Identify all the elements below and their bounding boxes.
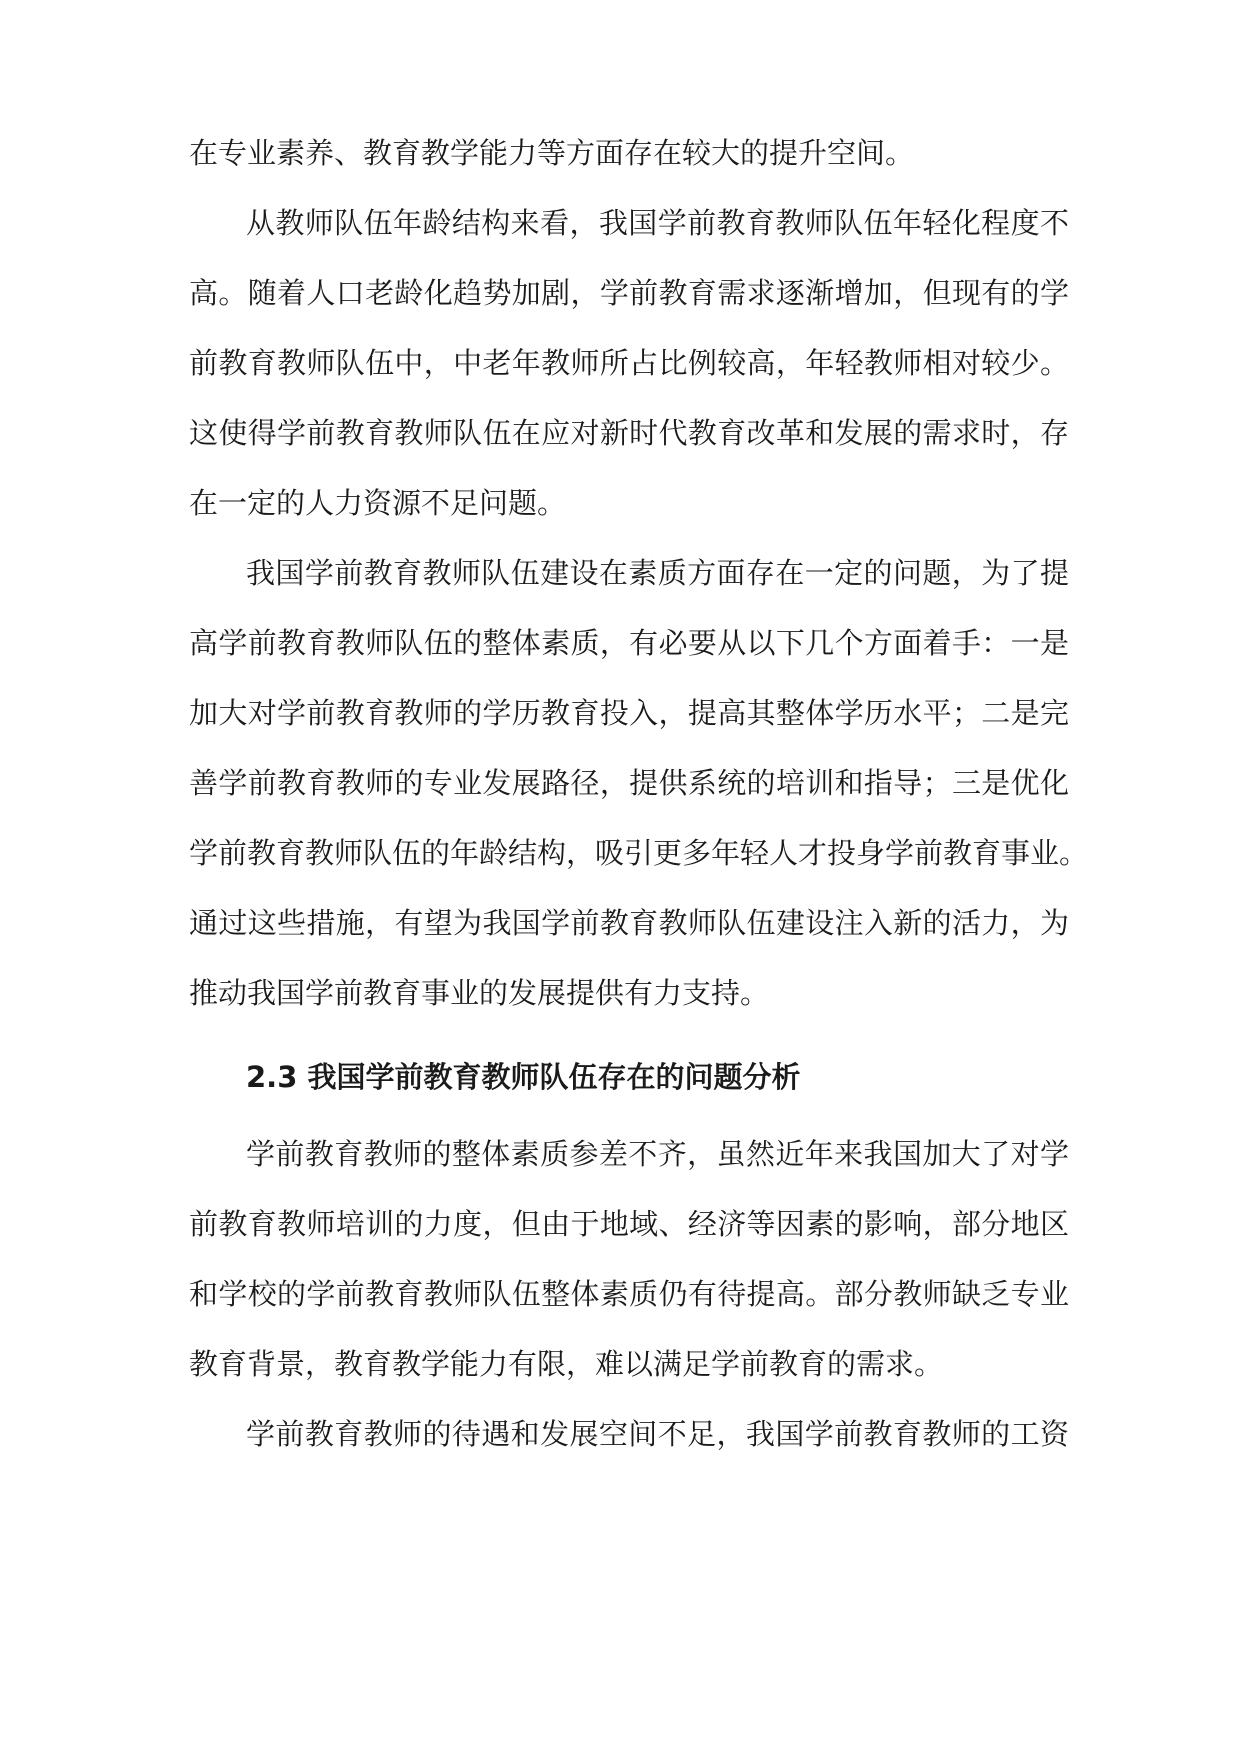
text-line: 善学前教育教师的专业发展路径，提供系统的培训和指导；三是优化 [189, 766, 1069, 800]
text-line: 在专业素养、教育教学能力等方面存在较大的提升空间。 [189, 136, 915, 170]
text-line: 我国学前教育教师队伍建设在素质方面存在一定的问题，为了提 [246, 556, 1069, 590]
text-line: 加大对学前教育教师的学历教育投入，提高其整体学历水平；二是完 [189, 696, 1069, 730]
text-line: 和学校的学前教育教师队伍整体素质仍有待提高。部分教师缺乏专业 [189, 1277, 1069, 1311]
text-line: 学前教育教师的整体素质参差不齐，虽然近年来我国加大了对学 [246, 1137, 1069, 1171]
section-heading: 2.3 我国学前教育教师队伍存在的问题分析 [246, 1060, 801, 1094]
text-line: 学前教育教师的待遇和发展空间不足，我国学前教育教师的工资 [246, 1417, 1069, 1451]
text-line: 学前教育教师队伍的年龄结构，吸引更多年轻人才投身学前教育事业。 [189, 836, 1089, 870]
text-line: 教育背景，教育教学能力有限，难以满足学前教育的需求。 [189, 1347, 944, 1381]
text-line: 这使得学前教育教师队伍在应对新时代教育改革和发展的需求时，存 [189, 416, 1069, 450]
text-line: 通过这些措施，有望为我国学前教育教师队伍建设注入新的活力，为 [189, 906, 1069, 940]
text-line: 推动我国学前教育事业的发展提供有力支持。 [189, 976, 770, 1010]
text-line: 在一定的人力资源不足问题。 [189, 486, 567, 520]
text-line: 高。随着人口老龄化趋势加剧，学前教育需求逐渐增加，但现有的学 [189, 276, 1069, 310]
text-line: 高学前教育教师队伍的整体素质，有必要从以下几个方面着手：一是 [189, 626, 1069, 660]
text-line: 前教育教师队伍中，中老年教师所占比例较高，年轻教师相对较少。 [189, 346, 1069, 380]
text-line: 前教育教师培训的力度，但由于地域、经济等因素的影响，部分地区 [189, 1207, 1069, 1241]
text-line: 从教师队伍年龄结构来看，我国学前教育教师队伍年轻化程度不 [246, 206, 1069, 240]
